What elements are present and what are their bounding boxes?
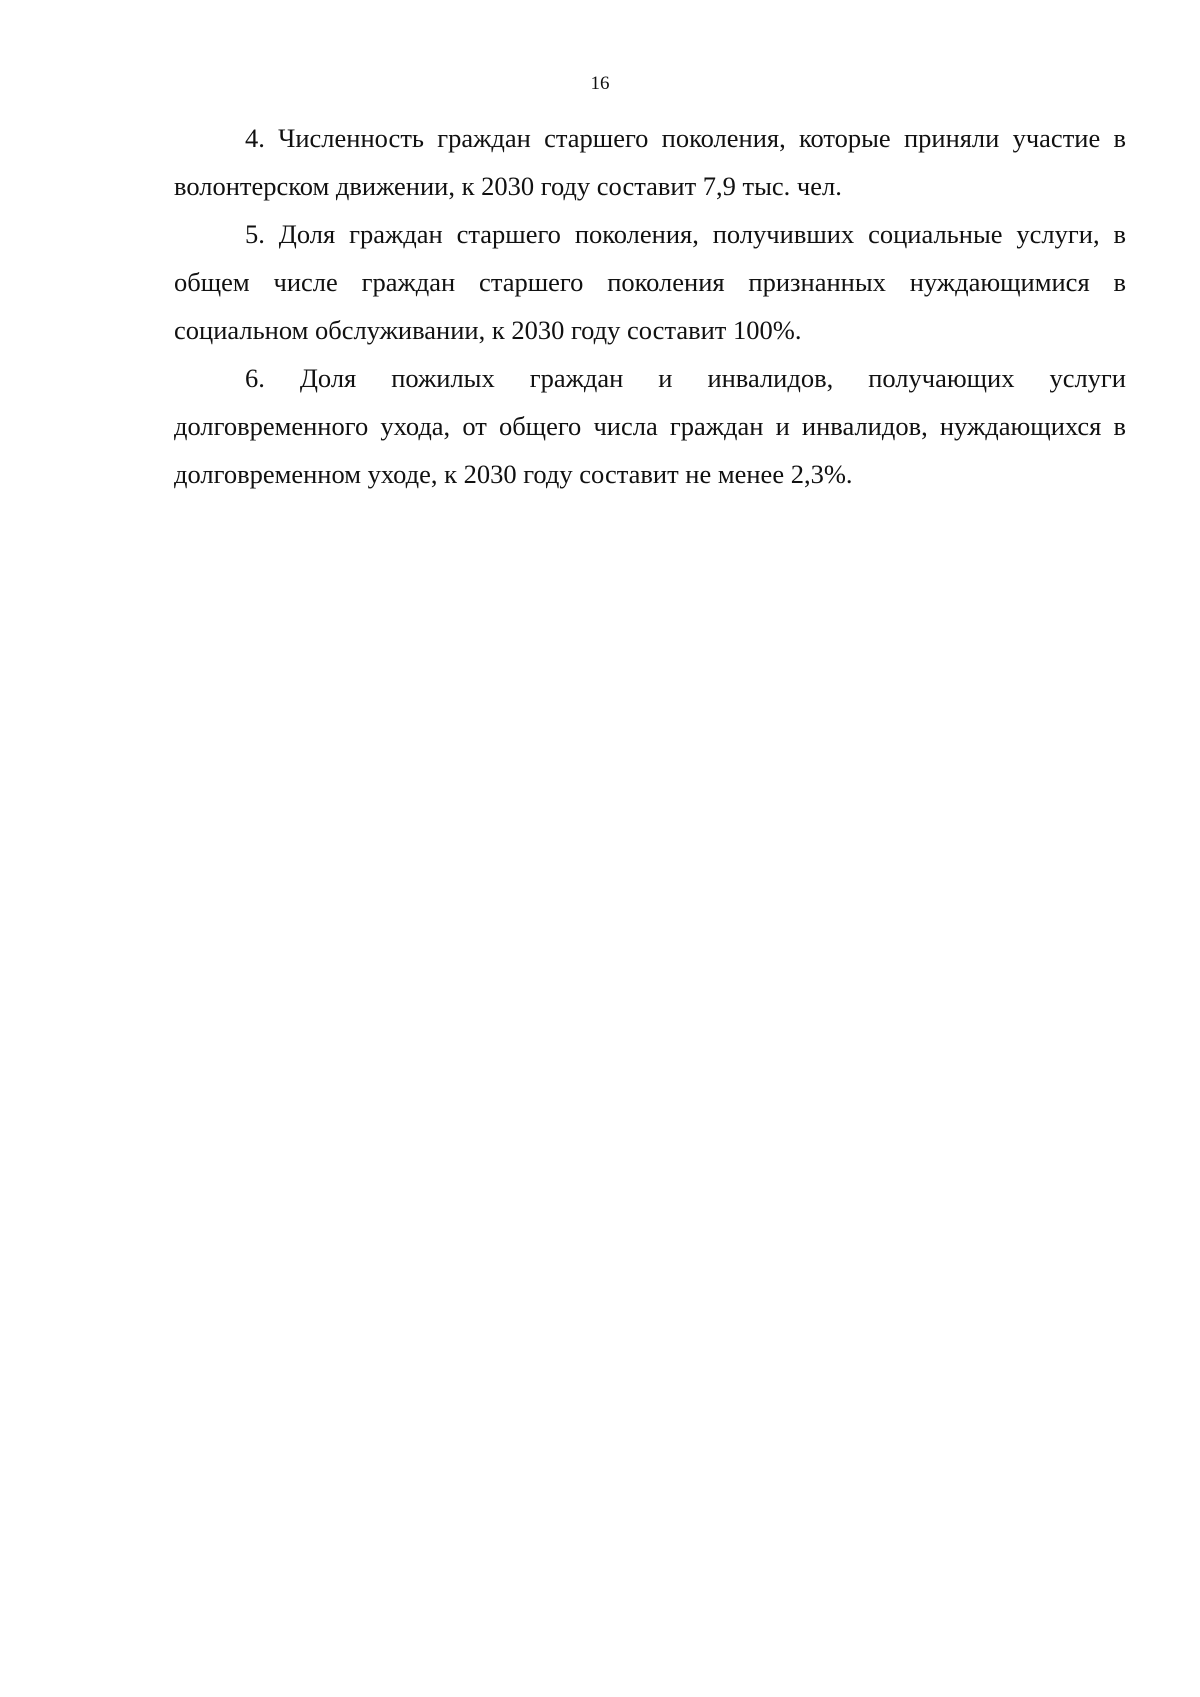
paragraph-item-4: 4. Численность граждан старшего поколения, которые приняли участие в волонтерском движении, к 2030 году составит 7,9 тыс. чел. (174, 123, 1126, 201)
paragraph-item-6: 6. Доля пожилых граждан и инвалидов, получающих услуги долговременного ухода, от общего числа граждан и инвалидов, нуждающихся в долговременном уходе, к 2030 году составит не менее 2,3%. (174, 363, 1126, 489)
page-number: 16 (590, 73, 610, 94)
document-body (174, 114, 1126, 498)
paragraph-item-5: 5. Доля граждан старшего поколения, получивших социальные услуги, в общем числе граждан старшего поколения признанных нуждающимися в социальном обслуживании, к 2030 году составит 100%. (174, 219, 1126, 345)
